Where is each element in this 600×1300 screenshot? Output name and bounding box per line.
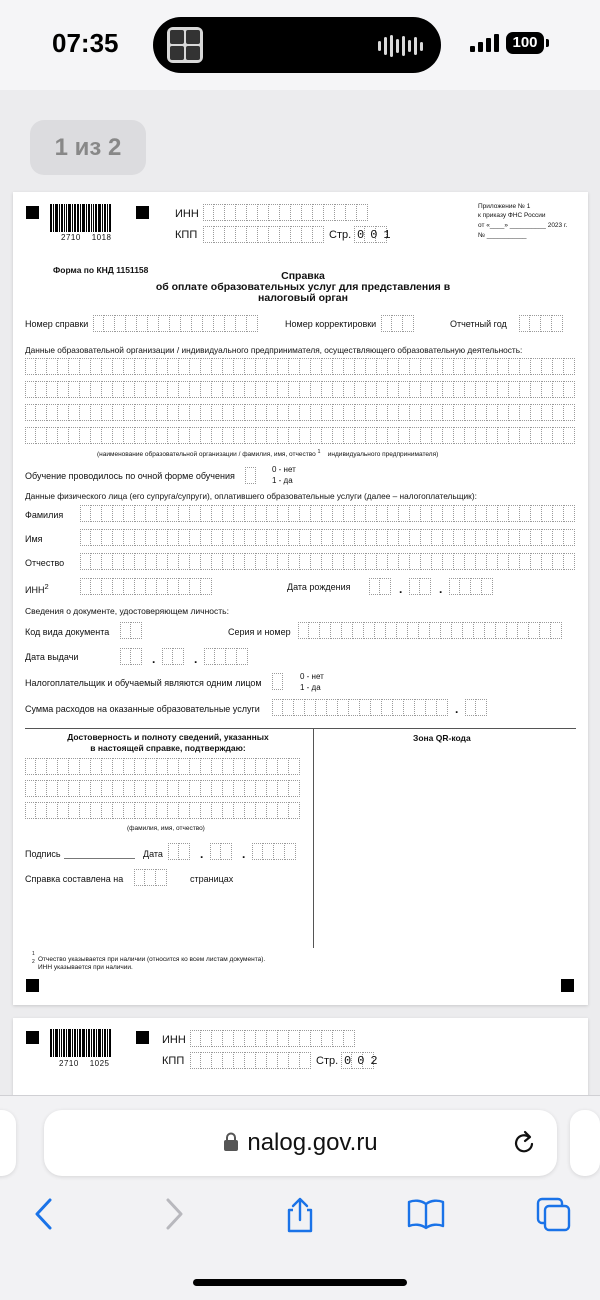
signer-name-row-3[interactable] bbox=[25, 802, 300, 819]
patronymic-cells[interactable] bbox=[80, 553, 575, 570]
corner-marker bbox=[26, 1031, 39, 1044]
tabs-icon[interactable] bbox=[535, 1196, 573, 1234]
footnote-mark-2: 2 bbox=[32, 959, 35, 965]
kpp-label: КПП bbox=[162, 1055, 185, 1067]
surname-label: Фамилия bbox=[25, 510, 64, 520]
inn2-label: ИНН$^2$ bbox=[25, 582, 49, 595]
kpp-label: КПП bbox=[175, 229, 198, 241]
birth-year-cells[interactable] bbox=[449, 578, 493, 595]
barcode-number: 2710 1018 bbox=[61, 233, 112, 242]
fulltime-label: Обучение проводилось по очной форме обучения bbox=[25, 471, 235, 481]
cert-number-label: Номер справки bbox=[25, 319, 89, 329]
previous-tab-peek[interactable] bbox=[0, 1110, 16, 1176]
sign-month-cells[interactable] bbox=[210, 843, 232, 860]
confirm-heading: Достоверность и полноту сведений, указанных в настоящей справке, подтверждаю: bbox=[67, 732, 269, 753]
sign-year-cells[interactable] bbox=[252, 843, 296, 860]
correction-number-cells[interactable] bbox=[381, 315, 414, 332]
appendix-line-2: к приказу ФНС России bbox=[478, 212, 546, 219]
decimal-dot: . bbox=[455, 702, 459, 716]
expenses-label: Сумма расходов на оказанные образовательные услуги bbox=[25, 704, 260, 714]
pages-count-cells[interactable] bbox=[134, 869, 167, 886]
audio-waveform-icon bbox=[378, 35, 423, 57]
doc-type-code-cells[interactable] bbox=[120, 622, 142, 639]
forward-icon[interactable] bbox=[162, 1196, 186, 1232]
url-text: nalog.gov.ru bbox=[247, 1129, 378, 1156]
corner-marker bbox=[561, 979, 574, 992]
dynamic-island[interactable] bbox=[153, 17, 441, 73]
issue-date-label: Дата выдачи bbox=[25, 652, 79, 662]
inn-label: ИНН bbox=[162, 1034, 186, 1046]
browser-toolbar bbox=[0, 1196, 600, 1236]
footnote-2: ИНН указывается при наличии. bbox=[38, 964, 133, 971]
barcode-number: 2710 1025 bbox=[59, 1059, 110, 1068]
inn2-cells[interactable] bbox=[80, 578, 212, 595]
corner-marker bbox=[26, 206, 39, 219]
fulltime-cell[interactable] bbox=[245, 467, 256, 484]
doc-type-code-label: Код вида документа bbox=[25, 627, 110, 637]
home-indicator[interactable] bbox=[193, 1279, 407, 1286]
surname-cells[interactable] bbox=[80, 505, 575, 522]
qr-zone-label: Зона QR-кода bbox=[413, 733, 471, 743]
corner-marker bbox=[136, 206, 149, 219]
id-doc-label: Сведения о документе, удостоверяющем личность: bbox=[25, 606, 229, 616]
issue-year-cells[interactable] bbox=[204, 648, 248, 665]
date-dot: . bbox=[439, 582, 443, 596]
divider bbox=[25, 728, 576, 729]
next-tab-peek[interactable] bbox=[570, 1110, 600, 1176]
address-bar[interactable] bbox=[44, 1110, 557, 1176]
birth-day-cells[interactable] bbox=[369, 578, 391, 595]
name-cells[interactable] bbox=[80, 529, 575, 546]
reload-icon[interactable] bbox=[511, 1129, 537, 1157]
patronymic-label: Отчество bbox=[25, 558, 65, 568]
page-label: Стр. bbox=[329, 229, 352, 241]
inn-cells[interactable] bbox=[190, 1030, 355, 1047]
opt-yes: 1 - да bbox=[272, 476, 293, 485]
issue-month-cells[interactable] bbox=[162, 648, 184, 665]
cert-number-cells[interactable] bbox=[93, 315, 258, 332]
footnote-1: Отчество указывается при наличии (относится ко всем листам документа). bbox=[38, 956, 266, 963]
page-value: 002 bbox=[344, 1054, 384, 1068]
series-number-cells[interactable] bbox=[298, 622, 562, 639]
inn-label: ИНН bbox=[175, 208, 199, 220]
issue-day-cells[interactable] bbox=[120, 648, 142, 665]
correction-number-label: Номер корректировки bbox=[285, 319, 377, 329]
date-dot: . bbox=[194, 652, 198, 666]
opt-yes: 1 - да bbox=[300, 683, 321, 692]
org-note: (наименование образовательной организации / фамилия, имя, отчество $^1$ индивидуального предпринимателя) bbox=[97, 449, 439, 459]
opt-no: 0 - нет bbox=[272, 465, 296, 474]
lock-icon bbox=[223, 1132, 239, 1152]
page-value: 001 bbox=[357, 228, 397, 242]
status-bar bbox=[0, 0, 600, 90]
document-page-1 bbox=[13, 192, 588, 1005]
signature-label: Подпись bbox=[25, 849, 61, 859]
sign-day-cells[interactable] bbox=[168, 843, 190, 860]
org-name-row-3[interactable] bbox=[25, 404, 575, 421]
date-dot: . bbox=[399, 582, 403, 596]
divider bbox=[313, 728, 314, 948]
date-label: Дата bbox=[143, 849, 163, 859]
org-data-label: Данные образовательной организации / индивидуального предпринимателя, осуществляющего образовательную деятельность: bbox=[25, 345, 523, 355]
bookmarks-icon[interactable] bbox=[406, 1196, 446, 1232]
date-dot: . bbox=[200, 847, 204, 861]
share-icon[interactable] bbox=[283, 1196, 317, 1234]
barcode bbox=[50, 1029, 112, 1057]
same-person-cell[interactable] bbox=[272, 673, 283, 690]
battery-icon: 100 bbox=[506, 32, 544, 54]
opt-no: 0 - нет bbox=[300, 672, 324, 681]
corner-marker bbox=[26, 979, 39, 992]
signature-line[interactable] bbox=[64, 858, 135, 859]
pages-label: страницах bbox=[190, 874, 234, 884]
signer-name-row-1[interactable] bbox=[25, 758, 300, 775]
footnote-mark-1: 1 bbox=[32, 951, 35, 957]
appendix-line-3: от «____» __________ 2023 г. bbox=[478, 222, 568, 229]
appendix-line-1: Приложение № 1 bbox=[478, 203, 531, 210]
composed-on-label: Справка составлена на bbox=[25, 874, 124, 884]
org-name-row-4[interactable] bbox=[25, 427, 575, 444]
now-playing-artwork bbox=[167, 27, 203, 63]
signer-name-row-2[interactable] bbox=[25, 780, 300, 797]
cellular-signal-icon bbox=[470, 34, 499, 52]
org-name-row-1[interactable] bbox=[25, 358, 575, 375]
report-year-label: Отчетный год bbox=[450, 319, 507, 329]
barcode bbox=[50, 204, 112, 232]
corner-marker bbox=[136, 1031, 149, 1044]
url-display[interactable] bbox=[44, 1110, 557, 1176]
date-dot: . bbox=[242, 847, 246, 861]
kpp-cells[interactable] bbox=[203, 226, 324, 243]
org-name-row-2[interactable] bbox=[25, 381, 575, 398]
browser-bottom-bar bbox=[0, 1095, 600, 1300]
birth-month-cells[interactable] bbox=[409, 578, 431, 595]
same-person-label: Налогоплательщик и обучаемый являются одним лицом bbox=[25, 678, 262, 688]
form-code: Форма по КНД 1151158 bbox=[53, 265, 149, 275]
name-label: Имя bbox=[25, 534, 43, 544]
back-icon[interactable] bbox=[32, 1196, 56, 1232]
birth-date-label: Дата рождения bbox=[287, 582, 351, 592]
inn-cells[interactable] bbox=[203, 204, 368, 221]
payer-data-label: Данные физического лица (его супруга/супруги), оплатившего образовательные услуги (далее – налогоплательщик): bbox=[25, 491, 477, 501]
expenses-kopeks-cells[interactable] bbox=[465, 699, 487, 716]
report-year-cells[interactable] bbox=[519, 315, 563, 332]
document-title: Справка об оплате образовательных услуг для представления в налоговый орган bbox=[155, 270, 451, 304]
fio-note: (фамилия, имя, отчество) bbox=[127, 825, 205, 832]
page-label: Стр. bbox=[316, 1055, 339, 1067]
expenses-cells[interactable] bbox=[272, 699, 448, 716]
status-time: 07:35 bbox=[52, 28, 119, 58]
appendix-line-4: № ___________ bbox=[478, 232, 527, 239]
date-dot: . bbox=[152, 652, 156, 666]
kpp-cells[interactable] bbox=[190, 1052, 311, 1069]
series-number-label: Серия и номер bbox=[228, 627, 291, 637]
page-counter: 1 из 2 bbox=[30, 120, 146, 175]
battery-tip bbox=[546, 39, 549, 47]
